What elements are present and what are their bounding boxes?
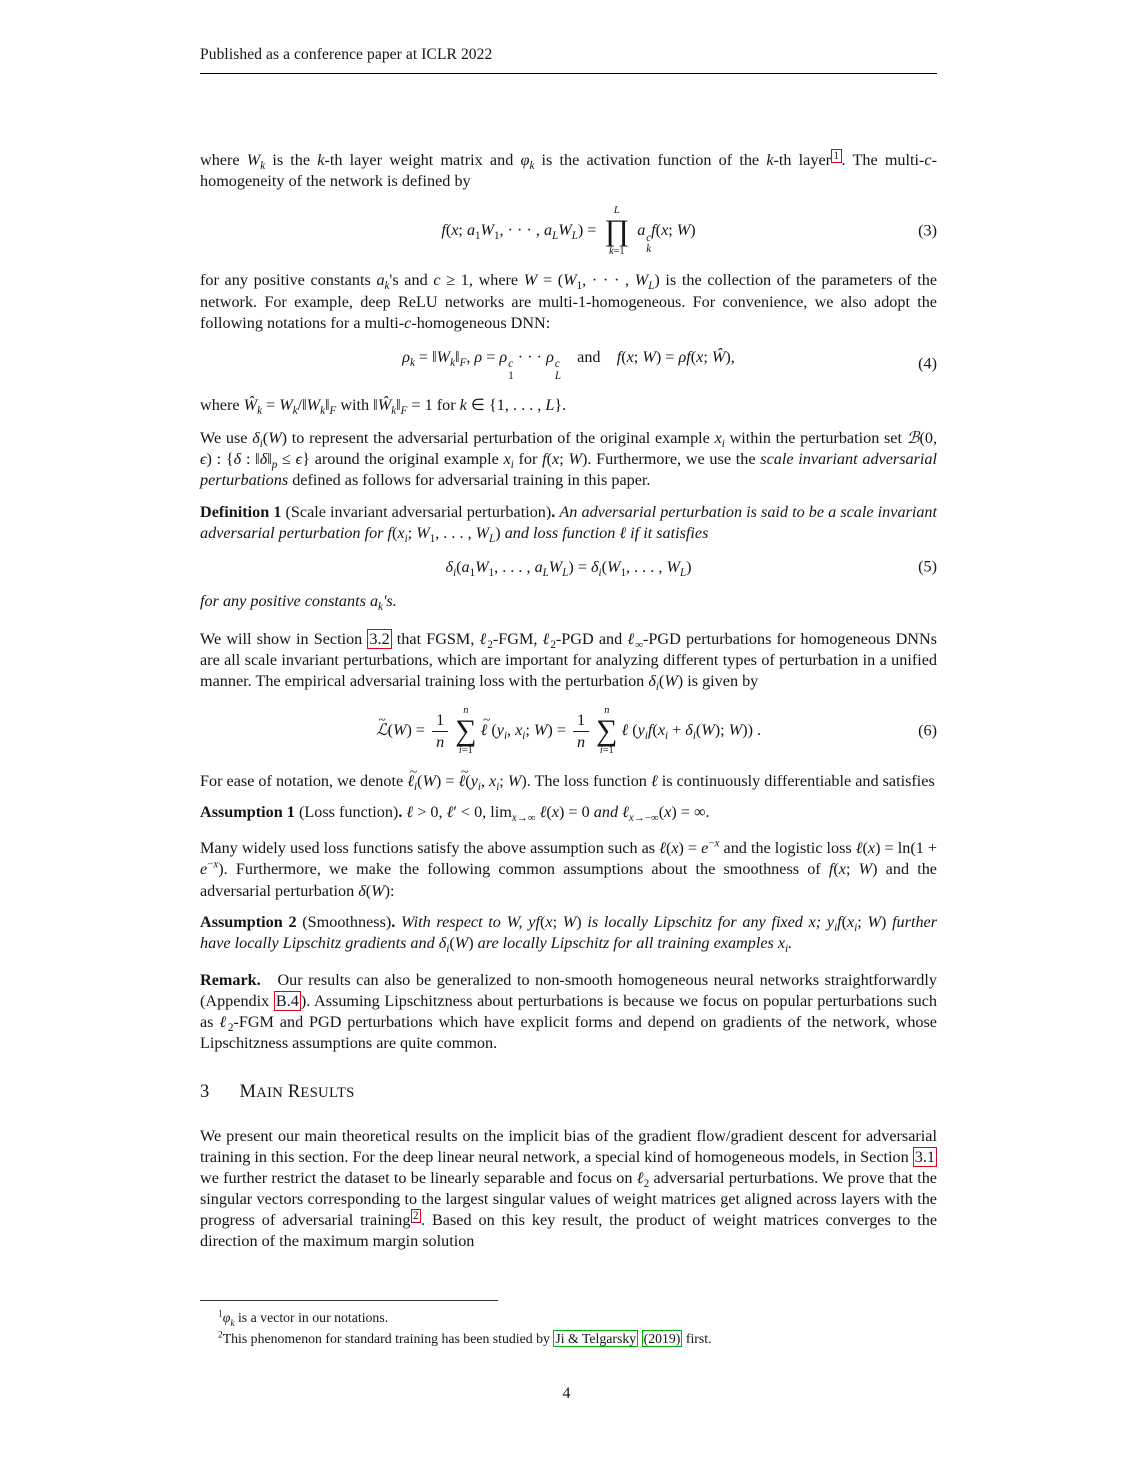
equation-5	[200, 557, 937, 578]
paragraph-loss-functions: Many widely used loss functions satisfy the above assumption such as ℓ(x) = $e^{-x}$ and the logistic loss ℓ(x) = $\ln(1 + e^{-x})$. Furthermore, we make the following common assumptions about the smoothness of f(x; W) and the adversarial perturbation δ(W):	[200, 837, 937, 900]
footnote-block	[200, 1300, 937, 1349]
equation-3	[200, 205, 937, 257]
page-body	[200, 142, 937, 1252]
equation-4-number: (4)	[918, 354, 937, 373]
section-heading-main-results	[200, 1080, 937, 1104]
citation-year-2019[interactable]: (2019)	[643, 1330, 681, 1346]
equation-5-formula: $\delta_i(a_1W_1$, . . . , $a_LW_L) = \delta_i(W_1$, . . . , $W_L$)	[445, 557, 692, 579]
paragraph-for-any-constants: for any positive constants $a_k's$.	[200, 591, 397, 613]
equation-6-formula: ℒ ~(W) = $\frac{1}{n}$ n ∑ i=1 ℓ ~ ($y_i$, $x_i$; W) = $\frac{1}{n}$ n ∑ i=1 ℓ ($y_if(x_i + \delta_i(W)$; W)) .	[376, 705, 761, 757]
definition-1: Definition 1 (Scale invariant adversarial perturbation). An adversarial perturbation is said to be a scale invariant adversarial perturbation for $f(x_i$; $W_1$, . . . , $W_L$) and loss function ℓ if it satisfies	[200, 502, 938, 545]
equation-4-formula: $\rho_k$ = $‖W_k‖_F$, ρ = ρ c 1 · · · ρ c L and f(x; W) = ρf(x; Ŵ),	[402, 347, 735, 382]
equation-6-number: (6)	[918, 721, 937, 740]
paragraph-scale-invariant: We will show in Section 3.2 that FGSM, ℓ$_2$-FGM, ℓ$_2$-PGD and ℓ$_\infty$-PGD perturbations for homogeneous DNNs are all scale invariant perturbations, which are important for analyzing different types of perturbation in a unified manner. The empirical adversarial training loss with the perturbation $\delta_i(W)$ is given by	[200, 629, 937, 694]
footnote-2: $^2$This phenomenon for standard training has been studied by Ji & Telgarsky (2019) first.	[218, 1330, 712, 1346]
ref-section-3-2[interactable]: 3.2	[369, 629, 390, 648]
paragraph-homogeneity: for any positive constants $a_k's$ and c ≥ 1, where $W = (W_1$, · · · , $W_L$) is the collection of the parameters of the network. For example, deep ReLU networks are multi-1-homogeneous. For convenience, we also adopt the following notations for a multi-c-homogeneous DNN:	[200, 271, 938, 332]
section-number: 3	[200, 1081, 210, 1102]
equation-5-number: (5)	[918, 557, 937, 576]
ref-section-3-1[interactable]: 3.1	[914, 1148, 935, 1167]
equation-4	[200, 347, 937, 383]
header-rule	[200, 73, 937, 74]
equation-3-formula: f(x; $a_1W_1$, · · · , $a_LW_L$) = L ∏ k=1 a c k f(x; W)	[441, 205, 696, 257]
paragraph-perturbation-set: We use $\delta_i(W)$ to represent the adversarial perturbation of the original example $x_i$ within the perturbation set ℬ(0, ϵ) : {δ : $‖\delta‖_p \le \epsilon$} around the original example $x_i$ for f(x; W). Furthermore, we use the scale invariant adversarial perturbations defined as follows for adversarial training in this paper.	[200, 429, 937, 490]
citation-ji-telgarsky[interactable]: Ji & Telgarsky	[555, 1330, 637, 1346]
assumption-2: Assumption 2 (Smoothness). With respect to W, yf(x; W) is locally Lipschitz for any fixed x; $y_if(x_i$; W) further have locally Lipschitz gradients and $\delta_i(W)$ are locally Lipschitz for all training examples $x_i$.	[200, 912, 938, 955]
running-header: Published as a conference paper at ICLR 2022	[200, 46, 493, 63]
section-title: MAIN RESULTS	[239, 1081, 355, 1102]
equation-6	[200, 705, 937, 757]
footnote-ref-1[interactable]: 1	[831, 149, 842, 163]
paragraph-normalization: where $Ŵ_k$ = $W_k/‖W_k‖_F$ with $‖Ŵ_k‖_F = 1$ for k ∈ {1, . . . , L}.	[200, 396, 567, 418]
paragraph-main-results-intro: We present our main theoretical results on the implicit bias of the gradient flow/gradient descent for adversarial training in this section. For the deep linear neural network, a special kind of homogeneous models, in Section 3.1 we further restrict the dataset to be linearly separable and focus on ℓ$_2$ adversarial perturbations. We prove that the singular vectors corresponding to the largest singular values of weight matrices get aligned across layers with the progress of adversarial training $^2$ . Based on this key result, the product of weight matrices converges to the direction of the maximum margin solution	[200, 1126, 938, 1251]
footnote-rule	[200, 1300, 498, 1301]
equation-3-number: (3)	[918, 221, 937, 240]
remark: Remark. Our results can also be generalized to non-smooth homogeneous neural networks straightforwardly (Appendix B.4 ). Assuming Lipschitzness about perturbations is because we focus on popular perturbations such as ℓ$_2$-FGM and PGD perturbations which have explicit forms and depend on gradients of the network, whose Lipschitzness assumptions are quite common.	[200, 970, 938, 1052]
paragraph-layer-definition: where $W_k$ is the k-th layer weight matrix and $\varphi_k$ is the activation function of the k-th layer $^1$ . The multi-c-homogeneity of the network is defined by	[200, 149, 937, 191]
assumption-1: Assumption 1 (Loss function). ℓ > 0, ℓ′ < 0, $\lim_{x\to\infty}$ ℓ(x) = 0 and ℓ$_{x\to-\infty}$(x) = ∞.	[200, 803, 710, 825]
page-number: 4	[562, 1385, 571, 1402]
paragraph-notation: For ease of notation, we denote ℓ $\sim_i(W)$ = ℓ $\sim(y_i$, $x_i$; W). The loss function ℓ is continuously differentiable and satisfies	[200, 771, 937, 792]
ref-appendix-b4[interactable]: B.4	[275, 991, 299, 1010]
footnote-ref-2[interactable]: 2	[411, 1209, 422, 1223]
footnote-1: $^1\varphi_k$ is a vector in our notations.	[218, 1309, 389, 1329]
